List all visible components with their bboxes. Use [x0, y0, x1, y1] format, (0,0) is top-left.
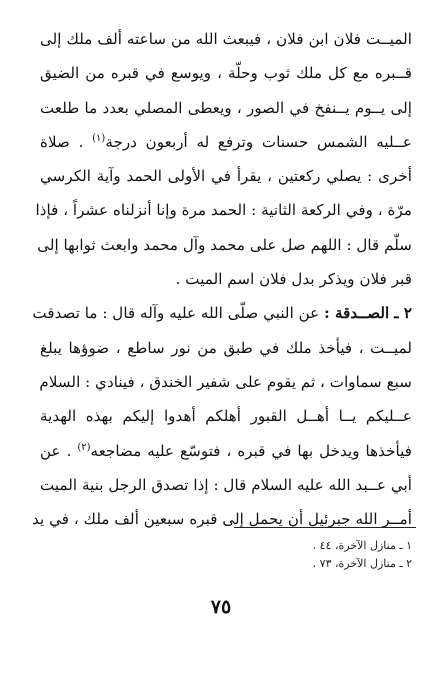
text-line: مرّة ، وفي الركعة الثانية : الحمد مرة وإنا أنزلناه عشراً ، فإذا — [35, 201, 412, 220]
section-number: ٢ ـ — [394, 304, 412, 323]
footnotes — [192, 537, 412, 573]
text-line-main: فيأخذها ويدخل بها في قبره ، فتوسّع عليه مضاجعه — [90, 441, 412, 460]
text-line: قبر فلان ويذكر بدل فلان اسم الميت . — [175, 270, 412, 289]
text-line: قــبره مع كل ملك ثوب وحلّة ، ويوسع في قبره من الضيق — [40, 64, 412, 83]
text-line: سبع سماوات ، ثم يقوم على شفير الخندق ، فينادي : السلام — [39, 372, 412, 391]
footnote-1: ١ ـ منازل الآخرة، ٤٤ . — [312, 539, 412, 552]
footnote-ref-1[interactable]: (١) — [92, 132, 106, 144]
text-line — [40, 434, 412, 468]
footnote-ref-2[interactable]: (٢) — [77, 441, 91, 453]
text-line: أبي عــبد الله عليه السلام قال : إذا تصدق الرجل بنية الميت — [40, 475, 412, 494]
text-line: سلّم قال : اللهم صل على محمد وآل محمد وابعث ثوابها إلى — [37, 235, 412, 254]
page-number: ٧٥ — [210, 596, 232, 618]
section-heading: الصــدقة : — [324, 304, 390, 323]
text-line: عــليكم يــا أهــل القبور أهلكم أهدوا إليكم بهذه الهدية — [40, 407, 412, 426]
text-line-tail: . صلاة — [40, 132, 93, 151]
text-line — [40, 125, 412, 159]
text-line: لميــت ، فيأخذ ملك في طبق من نور ساطع ، ضوؤها يبلغ — [40, 338, 412, 357]
text-line-main: عن النبي صلّى الله عليه وآله قال : ما تصدقت — [32, 304, 320, 323]
body-text — [32, 22, 412, 536]
text-line-tail: . عن — [40, 441, 78, 460]
footnote-2: ٢ ـ منازل الآخرة، ٧٣ . — [312, 557, 412, 570]
text-line: الميــت فلان ابن فلان ، فيبعث الله من ساعته ألف ملك إلى — [40, 30, 412, 48]
text-line — [32, 296, 412, 330]
text-line-main: عــليه الشمس حسنات وترفع له أربعون درجة — [105, 132, 412, 151]
text-line: إلى يــوم يــنفخ في الصور ، ويعطى المصلي بعدد ما طلعت — [40, 98, 412, 117]
footnote-divider — [234, 527, 416, 528]
text-line: أخرى : يصلي ركعتين ، يقرأ في الأولى الحمد وآية الكرسي — [40, 167, 412, 186]
text-line: أمــر الله جبرئيل أن يحمل إلى قبره سبعين ألف ملك ، في يد — [32, 510, 412, 529]
